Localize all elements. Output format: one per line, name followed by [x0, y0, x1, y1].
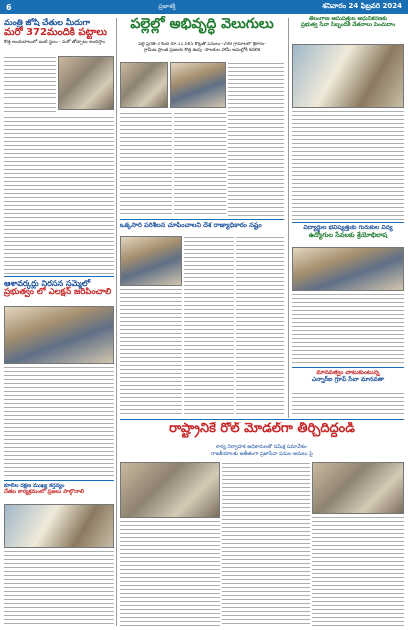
right-top-headline-block: [292, 16, 404, 42]
left-headline-block: [4, 18, 114, 52]
left-headline-2: మరో 372మందికి పట్టాలు: [4, 27, 107, 39]
village-photo-2: [170, 62, 226, 108]
right-top-headline-1: తెలంగాణ ఆసుపత్రుల ఆధునీకరణకు: [308, 16, 388, 22]
left-subhead: కొత్త అందుబాటులో ఇంటి స్థలం - మరో తోడ్పాటు అందిస్తాం: [4, 39, 106, 45]
left-bottom-headline-block: [4, 483, 114, 503]
mid-story-photo: [120, 236, 182, 286]
big-story-deck-2: రాజకీయాలకు అతీతంగా ప్రజాసేవా పనుల అమలు పై: [211, 451, 313, 457]
minister-photo: [58, 56, 114, 110]
review-meeting-photo: [120, 462, 220, 518]
right-low-text: [312, 516, 404, 626]
left-text-block-3: [4, 116, 114, 274]
big-story-text-2: [222, 462, 310, 626]
mid-story-title-block: [120, 222, 284, 234]
mid-story-text-3: [236, 236, 284, 416]
paper-name: ప్రజాశక్తి: [158, 3, 176, 10]
protest-photo: [4, 306, 114, 364]
big-story-deck-1: కార్య నిర్వాహక అధికారులతో సమీక్ష సమావేశం-: [216, 444, 308, 450]
divider: [292, 222, 404, 223]
hospital-photo: [292, 44, 404, 108]
right-low-headline-block: [292, 370, 404, 390]
top-story-text-3: [228, 62, 284, 216]
divider: [4, 276, 114, 277]
page-masthead: [0, 0, 408, 14]
right-low-headline-1: మానవత్వం చాటుకుంటున్న: [316, 370, 380, 376]
left-text-block-5: [4, 550, 114, 626]
top-story-deck: [120, 42, 284, 60]
top-story-deck-1: పల్లె ప్రగతి-3 కింద రూ.11,085 కోట్లతో పనులు--298 గ్రామాలలో శ్రీకారం-: [138, 42, 266, 47]
left-bottom-headline-1: కూలీల రక్షణ ముఖ్య కర్తవ్యం: [4, 483, 65, 489]
right-low-intro-text: [292, 392, 404, 416]
right-mid-headline-1: విద్యార్థుల భవిష్యత్తుకు గురుకుల విద్య: [303, 225, 393, 231]
meeting-photo: [4, 504, 114, 548]
top-story-text-1: [120, 112, 172, 216]
top-story-text-2: [174, 112, 226, 216]
left-text-block-1: [4, 56, 56, 100]
mid-story-text-1: [120, 288, 182, 416]
right-top-headline-2: ప్రభుత్వ సేవా సిబ్బందికి వేతనాలు పెంచుదాం: [300, 22, 396, 29]
big-story-text-1: [120, 520, 220, 626]
column-rule: [288, 18, 289, 418]
top-story-title: పల్లెల్లో అభివృద్ధి వెలుగులు: [130, 16, 274, 32]
right-low-headline-2: ఎన్నార్ఐ గ్రూప్ సేవా మానవతా: [311, 375, 385, 383]
left-low-headline-2: ప్రభుత్వం లో ఎలక్షన్ జరిపించాలి: [4, 287, 112, 298]
nri-group-photo: [312, 462, 404, 514]
left-low-headline-1: ఆశావర్కర్లు నిరసన సమ్మెలో: [4, 279, 91, 288]
big-story-deck: [120, 444, 404, 460]
issue-date: శనివారం 24 ఫిబ్రవరి 2024: [322, 2, 402, 10]
divider: [292, 367, 404, 368]
big-story-title-block: [120, 422, 404, 442]
right-mid-headline-2: ఉద్యోగుల సేవలకు శ్రేయోభిలాష: [308, 230, 388, 239]
left-headline-1: మంత్రి జోషి చేతుల మీదుగా: [4, 18, 90, 27]
right-mid-headline-block: [292, 225, 404, 245]
left-text-block-4: [4, 366, 114, 478]
divider: [120, 419, 404, 420]
left-bottom-headline-2: నేతల కార్యక్రమంలో ప్రజలు పాల్గొనాలి: [4, 489, 85, 496]
top-story-title-block: [120, 16, 284, 40]
mid-story-title: ఒక్కసారి పరిశీలన చూపించాలని దేశ రాజ్యాధికారం నష్టం: [120, 222, 262, 229]
big-story-title: రాష్ట్రానికే రోల్ మోడల్‌గా తీర్చిదిద్దండి: [169, 422, 355, 436]
right-top-text: [292, 110, 404, 220]
divider: [120, 219, 284, 220]
left-text-block-2: [4, 102, 56, 114]
left-low-headline-block: [4, 279, 114, 303]
village-photo-1: [120, 62, 168, 108]
divider: [4, 480, 114, 481]
students-photo: [292, 247, 404, 291]
column-rule: [116, 18, 117, 626]
right-mid-text: [292, 293, 404, 365]
mid-story-text-2: [184, 236, 234, 416]
page-number: 6: [6, 2, 12, 12]
top-story-deck-2: గ్రామీణ ప్రాంత ప్రజలకు కొత్త ఊపు -పాలకుల హామీ అమల్లోకి కదలిక: [143, 48, 261, 53]
